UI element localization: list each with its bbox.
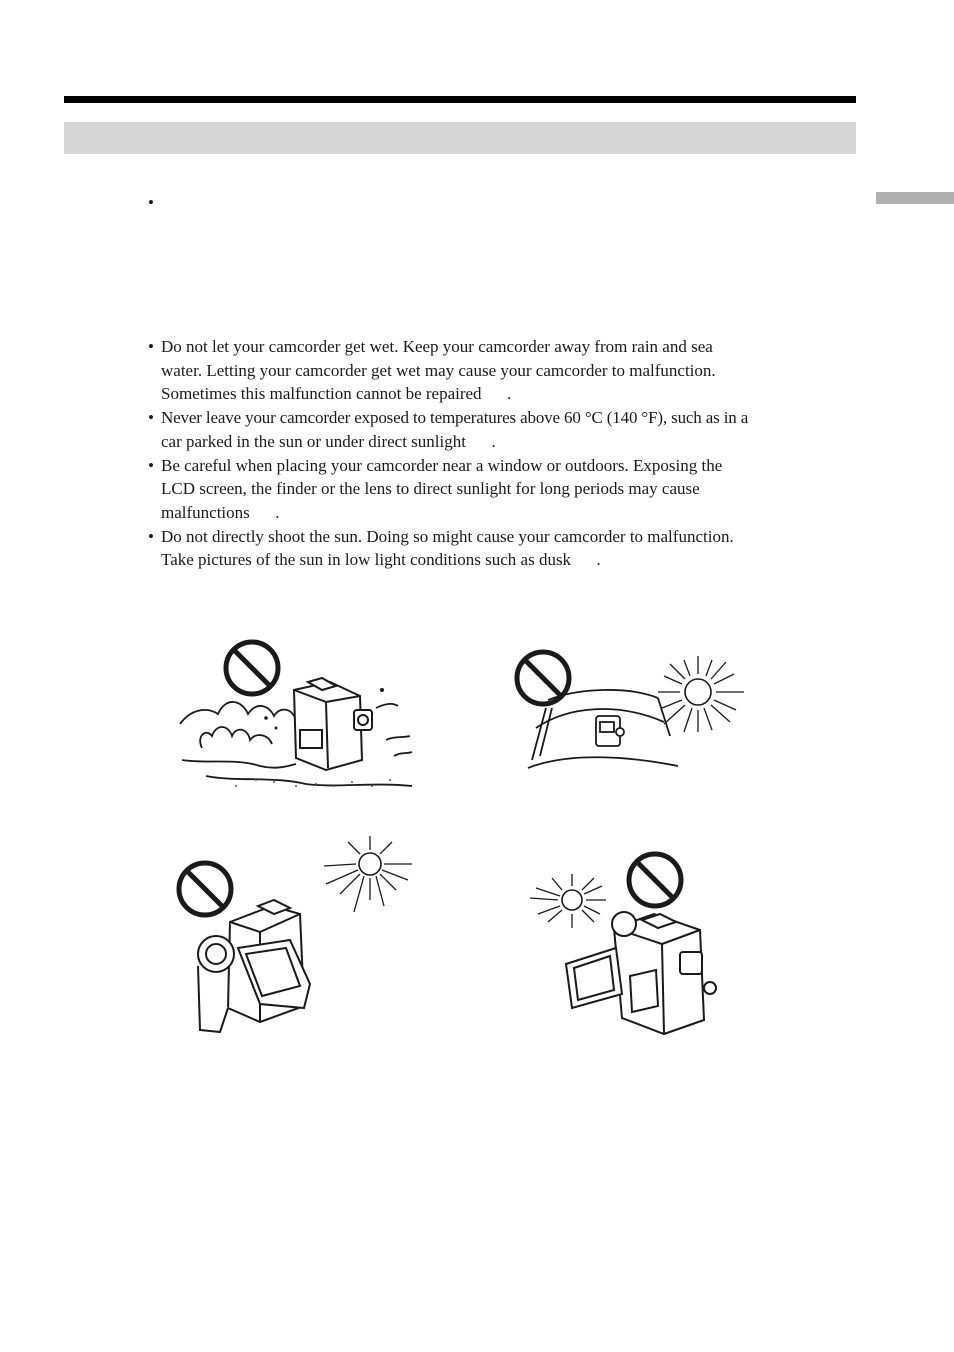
illustration-lcd-sunlight xyxy=(172,836,416,1040)
line: LCD screen, the finder or the lens to direct sunlight for long periods may cause xyxy=(161,479,700,499)
list-item xyxy=(148,525,848,572)
prohibited-icon xyxy=(179,863,231,915)
prohibited-icon xyxy=(226,642,278,694)
line: Do not let your camcorder get wet. Keep your camcorder away from rain and sea xyxy=(161,337,713,356)
list-item xyxy=(148,454,848,525)
bullet-dot: • xyxy=(148,455,154,475)
prohibited-icon xyxy=(629,854,681,906)
top-rule xyxy=(64,96,856,103)
bullet-dot: • xyxy=(148,337,154,356)
bullet-dot: • xyxy=(148,408,154,428)
line: Sometimes this malfunction cannot be repaired . xyxy=(161,384,512,404)
caution-list xyxy=(148,335,848,572)
line: Be careful when placing your camcorder near a window or outdoors. Exposing the xyxy=(161,455,723,475)
line: malfunctions . xyxy=(161,502,280,522)
list-item xyxy=(148,335,848,406)
side-index-tab xyxy=(876,192,954,204)
empty-bullet: • xyxy=(148,193,154,212)
camcorder-icon xyxy=(566,912,716,1034)
illustration-car-sunlight xyxy=(508,648,756,778)
camcorder-icon xyxy=(198,900,310,1032)
line: Take pictures of the sun in low light conditions such as dusk . xyxy=(161,550,601,570)
line: Do not directly shoot the sun. Doing so might cause your camcorder to malfunction. xyxy=(161,526,734,546)
line: water. Letting your camcorder get wet may cause your camcorder to malfunction. xyxy=(161,360,716,380)
camcorder-icon xyxy=(596,716,624,746)
sun-icon xyxy=(324,836,412,912)
sun-icon xyxy=(530,874,606,928)
camcorder-icon xyxy=(294,678,372,770)
illustration-sea-water xyxy=(176,636,416,796)
line: car parked in the sun or under direct sunlight . xyxy=(161,431,496,451)
section-title-band xyxy=(64,122,856,154)
sun-icon xyxy=(658,656,744,732)
line: Never leave your camcorder exposed to temperatures above 60 °C (140 °F), such as in a xyxy=(161,408,749,428)
list-item xyxy=(148,406,848,453)
illustration-shoot-sun xyxy=(524,848,724,1040)
bullet-dot: • xyxy=(148,526,154,546)
